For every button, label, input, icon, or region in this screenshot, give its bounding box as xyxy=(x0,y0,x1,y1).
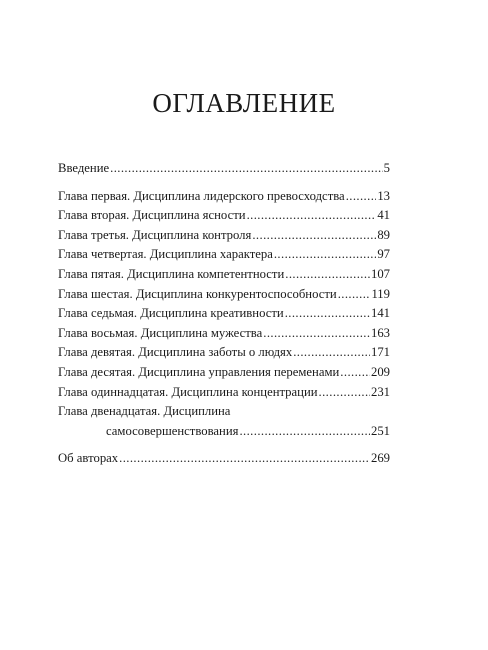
toc-entry-chapter-8[interactable] xyxy=(58,324,390,344)
toc-entry-label: Глава шестая. Дисциплина конкурентоспособности xyxy=(58,286,337,301)
toc-entry-page: 119 xyxy=(371,286,390,301)
toc-entry-chapter-2[interactable] xyxy=(58,206,390,226)
dot-leader xyxy=(346,187,377,207)
toc-entry-page: 269 xyxy=(370,451,390,466)
toc-entry-label: Глава одиннадцатая. Дисциплина концентрации xyxy=(58,384,318,399)
toc-entry-label: Глава третья. Дисциплина контроля xyxy=(58,227,252,242)
dot-leader xyxy=(285,304,370,324)
toc-entry-page: 171 xyxy=(370,345,390,360)
toc-entry-chapter-5[interactable] xyxy=(58,265,390,285)
toc-entry-label: Глава десятая. Дисциплина управления переменами xyxy=(58,364,340,379)
toc-entry-page: 209 xyxy=(370,364,390,379)
toc-entry-chapter-9[interactable] xyxy=(58,343,390,363)
toc-entry-chapter-7[interactable] xyxy=(58,304,390,324)
toc-entry-continuation xyxy=(58,422,390,442)
toc-entry-page: 141 xyxy=(370,306,390,321)
toc-entry-label: Введение xyxy=(58,161,110,175)
toc-entry-page: 13 xyxy=(377,188,390,203)
toc-entry-label: Об авторах xyxy=(58,451,119,466)
dot-leader xyxy=(110,159,383,179)
dot-leader xyxy=(319,383,370,403)
toc-entry-label: Глава двенадцатая. Дисциплина xyxy=(58,404,231,419)
dot-leader xyxy=(293,343,370,363)
toc-entry-page: 163 xyxy=(370,325,390,340)
toc-entry-page: 251 xyxy=(370,423,390,438)
dot-leader xyxy=(340,363,370,383)
toc-entry-page: 107 xyxy=(370,266,390,281)
toc-entry-label: Глава восьмая. Дисциплина мужества xyxy=(58,325,263,340)
toc-entry-page: 97 xyxy=(377,247,390,262)
toc-entry-chapter-3[interactable] xyxy=(58,226,390,246)
dot-leader xyxy=(285,265,370,285)
dot-leader xyxy=(239,422,370,442)
toc-entry-label: Глава пятая. Дисциплина компетентности xyxy=(58,266,285,281)
toc-entry-page: 5 xyxy=(383,161,390,175)
toc-entry-intro[interactable] xyxy=(58,159,390,179)
toc-entry-label: Глава вторая. Дисциплина ясности xyxy=(58,208,246,223)
dot-leader xyxy=(119,449,370,469)
dot-leader xyxy=(338,285,371,305)
toc-entry-page: 89 xyxy=(377,227,390,242)
page-title: ОГЛАВЛЕНИЕ xyxy=(152,88,336,118)
toc-entry-page: 231 xyxy=(370,384,390,399)
toc-entry-label: Глава первая. Дисциплина лидерского превосходства xyxy=(58,188,345,203)
toc-entry-chapter-4[interactable] xyxy=(58,245,390,265)
toc-entry-label: Глава седьмая. Дисциплина креативности xyxy=(58,306,284,321)
toc-entry-chapter-12[interactable] xyxy=(58,402,390,441)
dot-leader xyxy=(247,206,377,226)
toc-entry-authors[interactable] xyxy=(58,449,390,469)
dot-leader xyxy=(252,226,376,246)
toc-entry-chapter-6[interactable] xyxy=(58,285,390,305)
toc-entry-label: Глава девятая. Дисциплина заботы о людях xyxy=(58,345,293,360)
dot-leader xyxy=(263,324,370,344)
toc-entry-label-continued: самосовершенствования xyxy=(106,423,239,438)
toc-entry-chapter-10[interactable] xyxy=(58,363,390,383)
toc-entry-label: Глава четвертая. Дисциплина характера xyxy=(58,247,273,262)
dot-leader xyxy=(274,245,376,265)
table-of-contents xyxy=(58,159,390,469)
toc-entry-chapter-1[interactable] xyxy=(58,187,390,207)
toc-entry-chapter-11[interactable] xyxy=(58,383,390,403)
toc-entry-page: 41 xyxy=(377,208,390,223)
